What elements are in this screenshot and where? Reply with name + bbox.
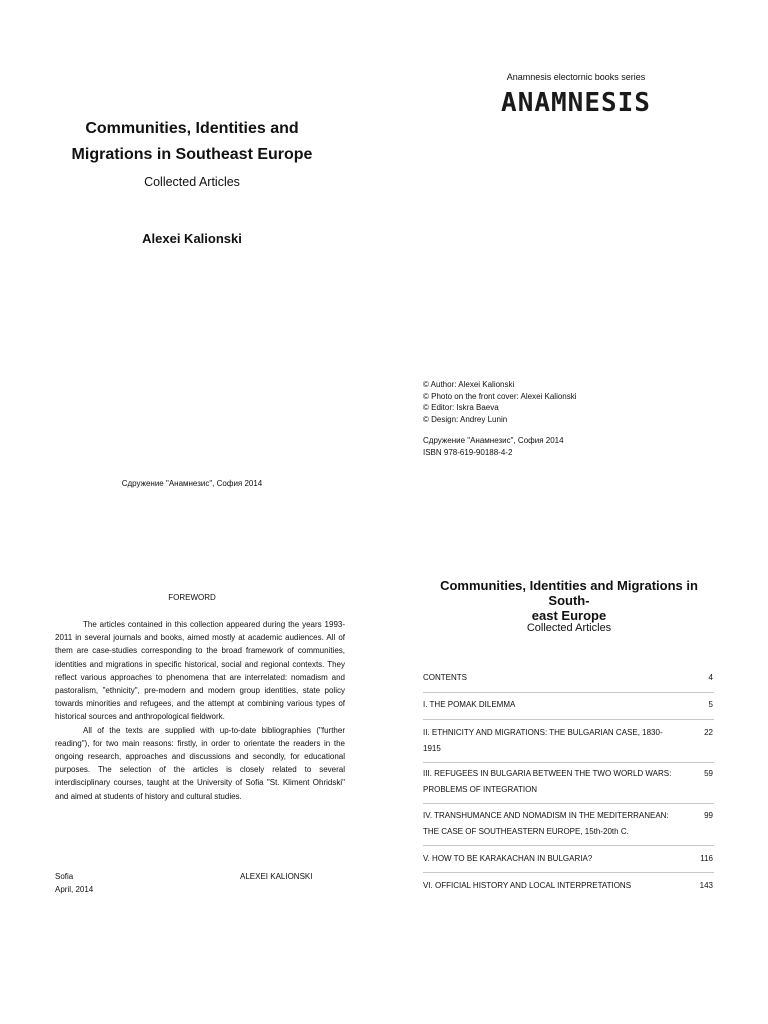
toc-divider xyxy=(423,803,714,804)
credit-photo: © Photo on the front cover: Alexei Kalionski xyxy=(423,391,577,401)
toc-divider xyxy=(423,762,714,763)
toc-entry-6[interactable] xyxy=(423,878,713,894)
toc-entry-1[interactable] xyxy=(423,697,713,713)
foreword-body xyxy=(55,618,345,803)
toc-entry-page: 4 xyxy=(708,673,713,682)
toc-entry-page: 59 xyxy=(704,769,713,778)
toc-entry-page: 143 xyxy=(699,881,713,890)
toc-entry-4[interactable] xyxy=(423,808,713,840)
toc-entry-3[interactable] xyxy=(423,766,713,798)
cover-subtitle: Collected Articles xyxy=(144,175,240,189)
toc-entry-label: VI. OFFICIAL HISTORY AND LOCAL INTERPRETATIONS xyxy=(423,881,632,890)
cover-title-line1: Communities, Identities and xyxy=(85,120,299,137)
credit-author: © Author: Alexei Kalionski xyxy=(423,380,515,389)
toc-entry-5[interactable] xyxy=(423,851,713,867)
series-label: Anamnesis electornic books series xyxy=(506,72,646,82)
toc-title-line1: Communities, Identities and Migrations in South- xyxy=(440,578,698,608)
isbn-line: ISBN 978-619-90188-4-2 xyxy=(423,447,513,457)
toc-entry-label-cont: PROBLEMS OF INTEGRATION xyxy=(423,785,538,794)
publisher-line: Сдружение "Анамнезис", София 2014 xyxy=(423,436,564,445)
credit-editor: © Editor: Iskra Baeva xyxy=(423,403,499,412)
cover-author: Alexei Kalionski xyxy=(142,231,242,246)
toc-title xyxy=(424,578,714,623)
toc-divider xyxy=(423,872,714,873)
toc-subtitle: Collected Articles xyxy=(526,622,612,634)
toc-divider xyxy=(423,719,714,720)
toc-entry-label: I. THE POMAK DILEMMA xyxy=(423,700,516,709)
foreword-place: Sofia xyxy=(55,872,74,881)
cover-title xyxy=(0,116,384,168)
publisher-block xyxy=(423,435,723,458)
toc-entry-2[interactable] xyxy=(423,725,713,757)
toc-entry-label-cont: THE CASE OF SOUTHEASTERN EUROPE, 15th-20th C. xyxy=(423,827,629,836)
foreword-paragraph-1: The articles contained in this collection appeared during the years 1993-2011 in several journals and books, aimed mostly at academic audiences. All of them are case-studies corresponding to the broad framework of communities, identities and migrations in specific historical, social and regional contexts. They reflect various approaches to phenomena that are interrelated: nomadism and pastoralism, "ethnicity", pre-modern and modern group identities, state policy towards minorities and refugees, and the attempt at combining various types of historical sources and anthropological fieldwork. xyxy=(55,620,345,722)
foreword-date: April, 2014 xyxy=(55,885,94,894)
toc-entry-label: III. REFUGEES IN BULGARIA BETWEEN THE TWO WORLD WARS: xyxy=(423,769,672,778)
toc-entry-page: 116 xyxy=(700,854,713,863)
cover-imprint: Сдружение "Анамнезис", София 2014 xyxy=(121,479,263,488)
series-logo: ANAMNESIS xyxy=(501,88,651,118)
toc-entry-label: V. HOW TO BE KARAKACHAN IN BULGARIA? xyxy=(423,854,593,863)
foreword-paragraph-2: All of the texts are supplied with up-to-date bibliographies ("further reading"), for two main reasons: firstly, in order to orientate the readers in the ongoing research, approaches and discussions and secondly, for educational purposes. The selection of the articles is closely related to several interdisciplinary courses, taught at the University of Sofia "St. Kliment Ohridski" and aimed at students of history and cultural studies. xyxy=(55,725,345,801)
toc-divider xyxy=(423,692,714,693)
toc-entry-label: IV. TRANSHUMANCE AND NOMADISM IN THE MEDITERRANEAN: xyxy=(423,811,669,820)
toc-entry-label: II. ETHNICITY AND MIGRATIONS: THE BULGARIAN CASE, 1830- xyxy=(423,728,663,737)
credits-block xyxy=(423,379,723,425)
toc-entry-page: 99 xyxy=(704,811,713,820)
credit-design: © Design: Andrey Lunin xyxy=(423,414,508,424)
foreword-signature: ALEXEI KALIONSKI xyxy=(240,872,313,881)
toc-entry-page: 5 xyxy=(708,700,713,709)
toc-entry-label-cont: 1915 xyxy=(423,744,441,753)
cover-title-line2: Migrations in Southeast Europe xyxy=(71,146,313,163)
toc-divider xyxy=(423,845,714,846)
foreword-heading: FOREWORD xyxy=(168,593,216,602)
toc-entry-page: 22 xyxy=(704,728,713,737)
toc-entry-label: CONTENTS xyxy=(423,673,467,682)
toc-entry-contents[interactable] xyxy=(423,670,713,686)
toc-title-line2: east Europe xyxy=(531,608,607,623)
